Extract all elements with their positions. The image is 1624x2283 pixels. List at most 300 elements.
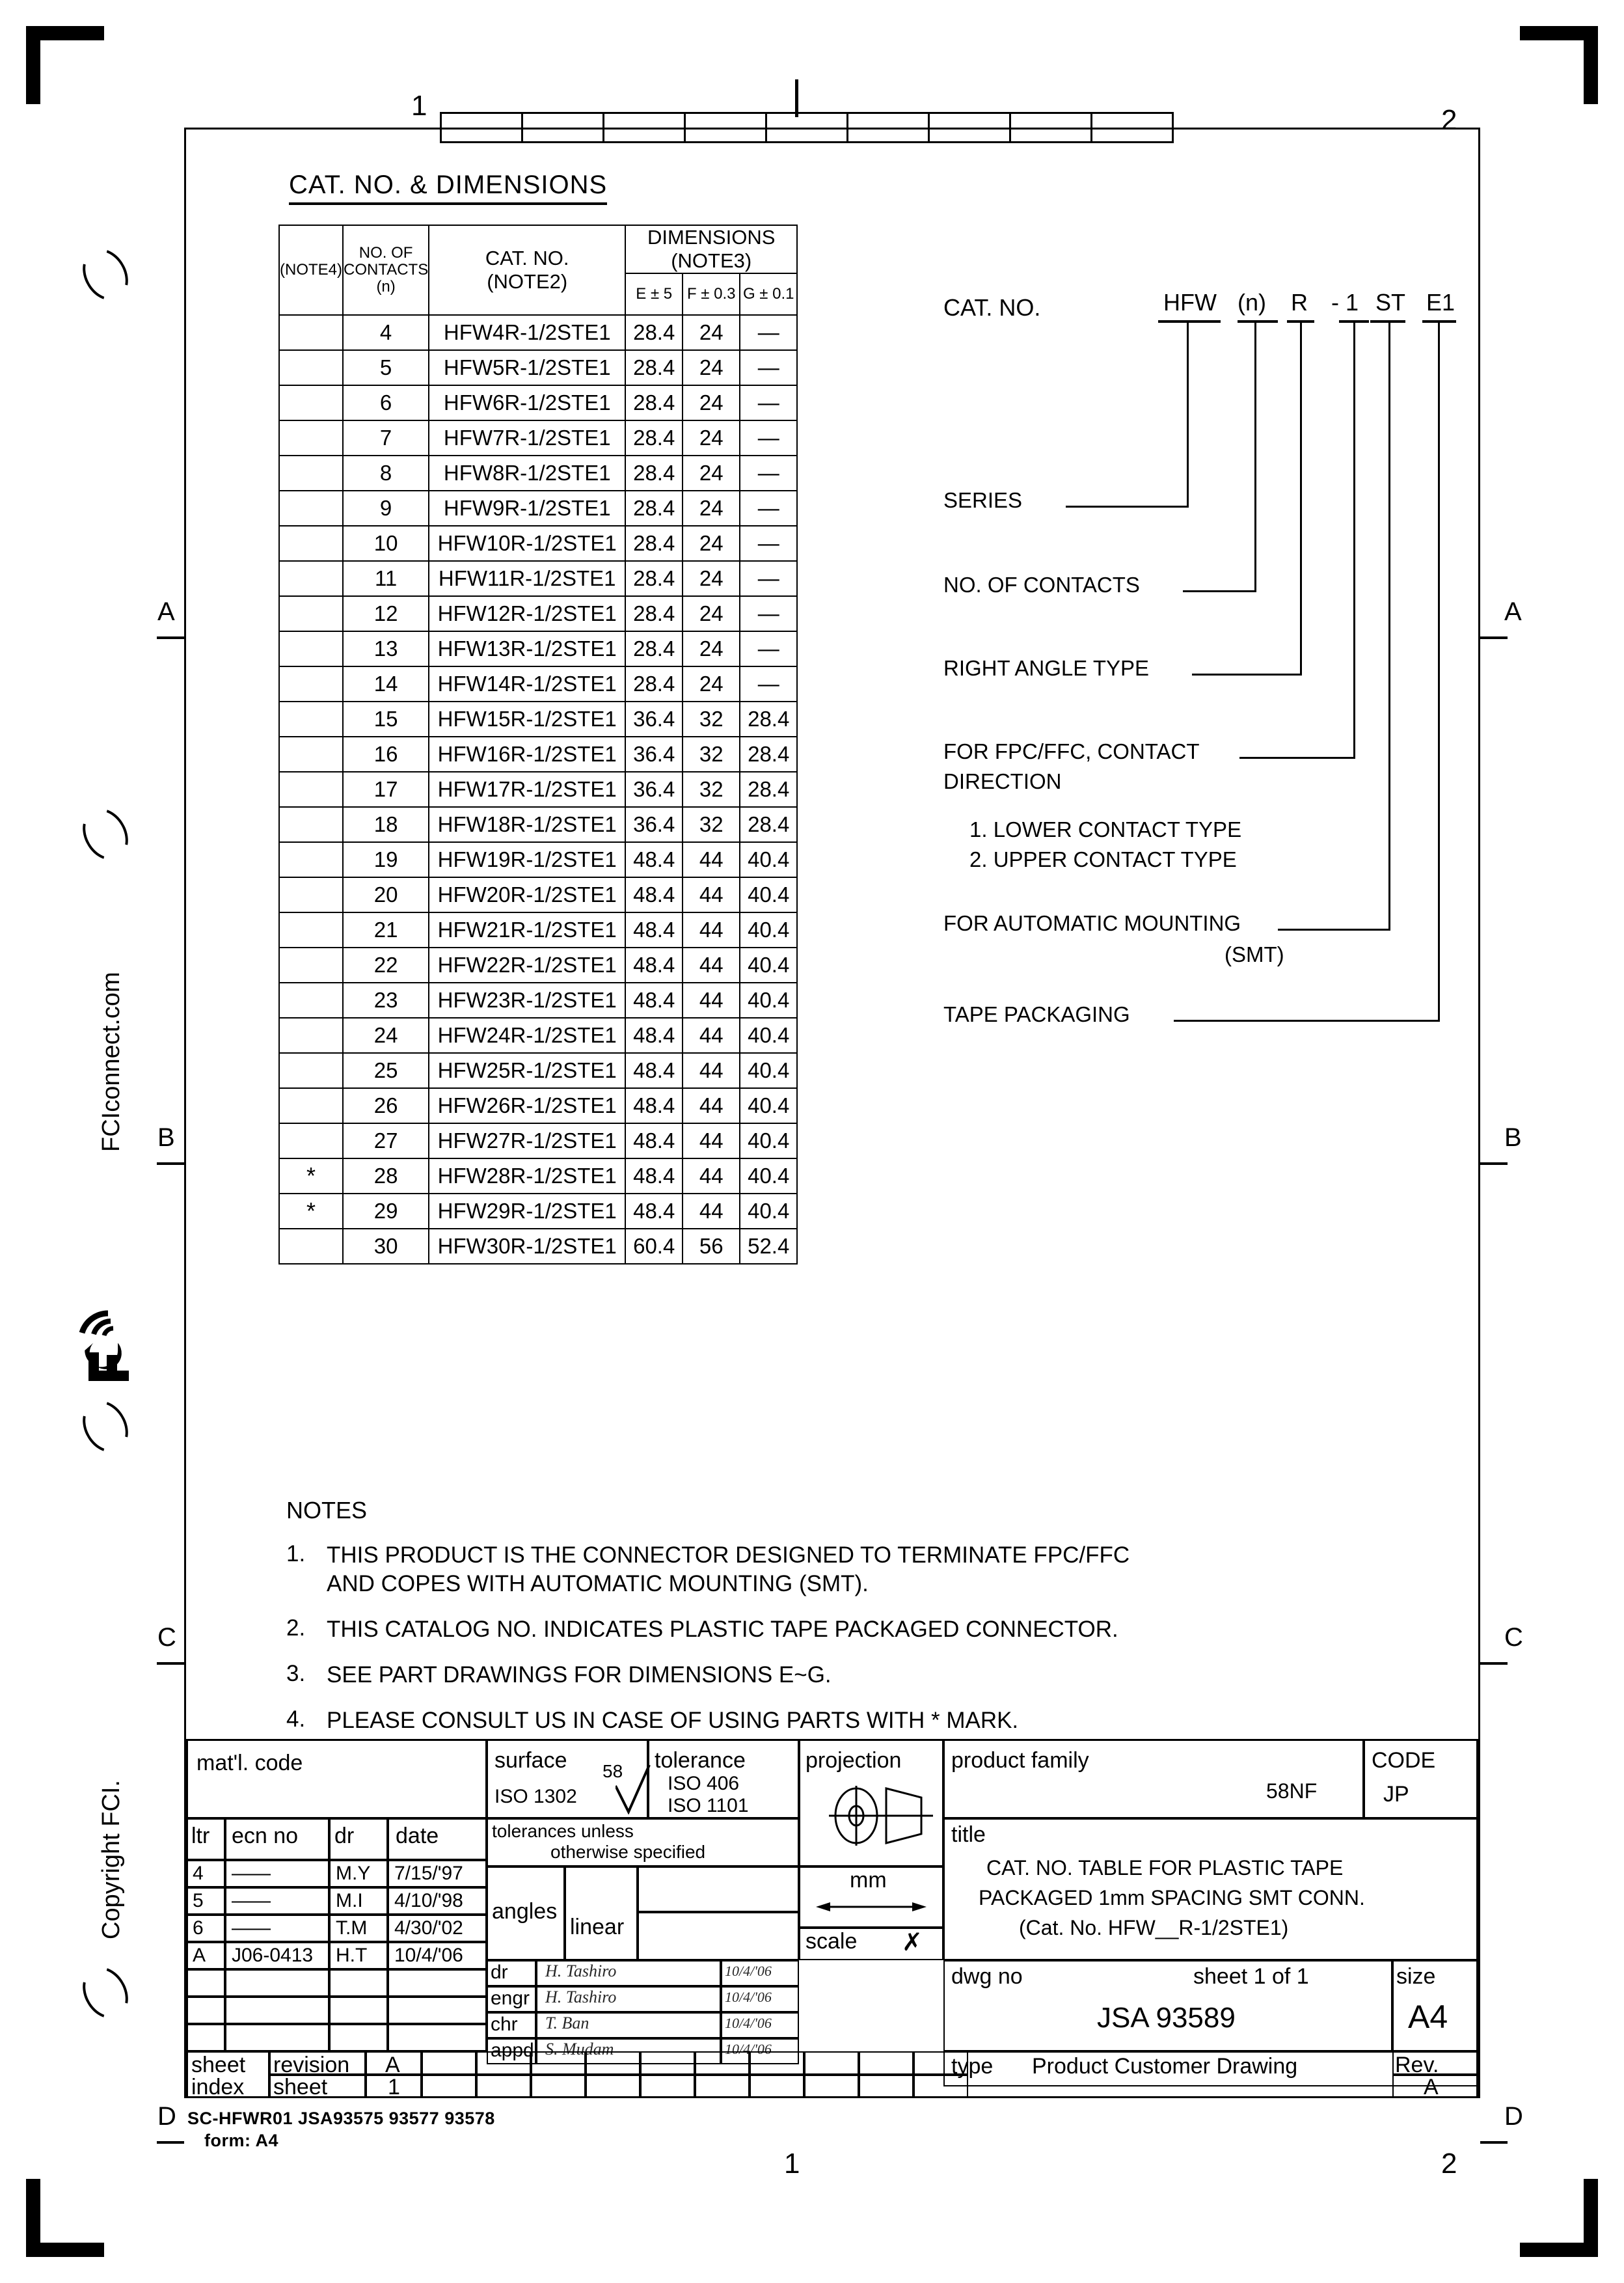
dim-f-cell: 24 [683, 315, 740, 350]
zone-label-right-b: B [1504, 1123, 1522, 1152]
dim-e-cell: 36.4 [625, 772, 683, 807]
table-row [279, 1194, 797, 1229]
note-item [286, 1661, 1130, 1689]
tolerance-blank-2 [638, 1912, 799, 1960]
tolerances-unless-text: tolerances unless [492, 1821, 634, 1841]
note-number: 2. [286, 1615, 306, 1641]
dim-e-cell: 48.4 [625, 1158, 683, 1194]
table-row [279, 983, 797, 1018]
cat-no-cell: HFW15R-1/2STE1 [429, 702, 625, 737]
dim-g-cell: 40.4 [740, 1158, 797, 1194]
table-row [279, 948, 797, 983]
pn-segment-st: ST [1375, 289, 1406, 316]
note-cell [279, 561, 343, 596]
cat-no-cell: HFW30R-1/2STE1 [429, 1229, 625, 1264]
contacts-cell: 17 [343, 772, 429, 807]
rev-date: 10/4/'06 [394, 1945, 463, 1966]
sheet-index-blank-cell [422, 2075, 476, 2098]
approval-date: 10/4/'06 [725, 1963, 772, 1979]
table-row [279, 350, 797, 385]
dim-f-cell: 32 [683, 807, 740, 842]
dim-e-cell: 28.4 [625, 631, 683, 666]
dim-g-cell: — [740, 456, 797, 491]
table-row [279, 1018, 797, 1053]
cat-no-cell: HFW13R-1/2STE1 [429, 631, 625, 666]
dim-e-cell: 48.4 [625, 1053, 683, 1088]
zone-tick-right-d [1480, 2141, 1508, 2144]
dim-e-cell: 36.4 [625, 737, 683, 772]
approval-date: 10/4/'06 [725, 2041, 772, 2057]
note-text: PLEASE CONSULT US IN CASE OF USING PARTS WITH * MARK. [327, 1708, 1019, 1733]
dim-g-cell: — [740, 596, 797, 631]
table-row [279, 456, 797, 491]
tolerance-std-2: ISO 1101 [668, 1795, 749, 1816]
note-cell [279, 1088, 343, 1123]
dim-e-cell: 28.4 [625, 420, 683, 456]
rev-header-ltr: ltr [191, 1824, 210, 1848]
cat-no-cell: HFW9R-1/2STE1 [429, 491, 625, 526]
footer-line-1: SC-HFWR01 JSA93575 93577 93578 [187, 2109, 495, 2128]
dim-g-cell: — [740, 666, 797, 702]
dim-g-cell: — [740, 385, 797, 420]
zone-tick-left-c [157, 1662, 184, 1665]
note-cell [279, 526, 343, 561]
cat-no-cell: HFW7R-1/2STE1 [429, 420, 625, 456]
sheet-index-blank-cell [859, 2051, 914, 2075]
otherwise-specified-text: otherwise specified [550, 1842, 706, 1862]
table-row [279, 912, 797, 948]
fci-website-text: FCIconnect.com [98, 972, 125, 1152]
note-cell [279, 877, 343, 912]
note-cell: * [279, 1194, 343, 1229]
dim-f-cell: 44 [683, 1053, 740, 1088]
dim-f-cell: 24 [683, 420, 740, 456]
dim-e-cell: 28.4 [625, 456, 683, 491]
rev-ecn-no: —— [232, 1917, 271, 1939]
dim-g-cell: 40.4 [740, 1194, 797, 1229]
cat-no-cell: HFW10R-1/2STE1 [429, 526, 625, 561]
title-line-2: PACKAGED 1mm SPACING SMT CONN. [979, 1886, 1365, 1909]
units-label: mm [850, 1868, 887, 1893]
rev-dr: T.M [336, 1917, 368, 1939]
sheet-index-blank-cell [531, 2075, 586, 2098]
table-row [279, 1158, 797, 1194]
contacts-cell: 27 [343, 1123, 429, 1158]
dim-f-cell: 56 [683, 1229, 740, 1264]
dim-f-cell: 24 [683, 561, 740, 596]
title-line-3: (Cat. No. HFW__R-1/2STE1) [1019, 1916, 1289, 1939]
note-text: THIS CATALOG NO. INDICATES PLASTIC TAPE PACKAGED CONNECTOR. [327, 1617, 1118, 1642]
dim-e-cell: 48.4 [625, 1018, 683, 1053]
contacts-cell: 19 [343, 842, 429, 877]
note-cell [279, 385, 343, 420]
contacts-cell: 23 [343, 983, 429, 1018]
registration-mark-bottom-left [26, 2179, 104, 2257]
catalog-table-heading [289, 171, 607, 200]
pn-segment-1: - 1 [1331, 289, 1359, 316]
sheet-index-blank-cell [914, 2051, 968, 2075]
cat-no-cell: HFW20R-1/2STE1 [429, 877, 625, 912]
column-number-top-2: 2 [1441, 104, 1457, 136]
zone-tick-right-c [1480, 1662, 1508, 1665]
linear-label: linear [570, 1915, 625, 1939]
note-cell [279, 737, 343, 772]
rev-header-date: date [396, 1824, 439, 1848]
table-row [279, 666, 797, 702]
cat-no-cell: HFW14R-1/2STE1 [429, 666, 625, 702]
sheet-index-blank-cell [914, 2075, 968, 2098]
note-cell [279, 1229, 343, 1264]
rev-date-cell [388, 1997, 487, 2024]
rev-header-dr: dr [334, 1824, 355, 1848]
rev-date-cell [388, 1969, 487, 1997]
dim-e-cell: 36.4 [625, 807, 683, 842]
zone-label-right-d: D [1504, 2102, 1523, 2131]
dim-e-cell: 28.4 [625, 596, 683, 631]
rev-date: 4/10/'98 [394, 1890, 463, 1911]
matl-code-label: mat'l. code [196, 1751, 303, 1775]
dim-e-cell: 28.4 [625, 491, 683, 526]
cat-no-cell: HFW29R-1/2STE1 [429, 1194, 625, 1229]
surface-standard: ISO 1302 [494, 1786, 577, 1807]
notes-section [286, 1497, 1130, 1735]
approval-date: 10/4/'06 [725, 1989, 772, 2005]
dim-g-cell: 40.4 [740, 1053, 797, 1088]
contacts-cell: 13 [343, 631, 429, 666]
contacts-cell: 26 [343, 1088, 429, 1123]
dim-f-cell: 44 [683, 1088, 740, 1123]
note-number: 3. [286, 1661, 306, 1686]
dim-g-cell: 28.4 [740, 702, 797, 737]
rev-date: 4/30/'02 [394, 1917, 463, 1939]
rev-dr-cell [329, 1997, 388, 2024]
tolerance-blank-1 [638, 1866, 799, 1912]
note-cell [279, 456, 343, 491]
registration-mark-bottom-right [1520, 2179, 1598, 2257]
cat-no-cell: HFW26R-1/2STE1 [429, 1088, 625, 1123]
sheet-index-blank-cell [586, 2051, 640, 2075]
dim-f-cell: 32 [683, 772, 740, 807]
sheet-index-value-2: 1 [388, 2075, 400, 2099]
dim-e-cell: 48.4 [625, 948, 683, 983]
cat-no-cell: HFW6R-1/2STE1 [429, 385, 625, 420]
sheet-index-blank-cell [640, 2075, 695, 2098]
sheet-index-row-label-1: revision [273, 2053, 350, 2077]
pn-callout-contact-direction-line1: FOR FPC/FFC, CONTACT [943, 739, 1200, 763]
note-cell [279, 350, 343, 385]
sheet-index-value-1: A [385, 2053, 400, 2077]
zone-label-left-b: B [157, 1123, 175, 1152]
contacts-cell: 8 [343, 456, 429, 491]
dwg-no-value: JSA 93589 [1097, 2002, 1236, 2034]
dim-f-cell: 44 [683, 877, 740, 912]
cat-no-cell: HFW17R-1/2STE1 [429, 772, 625, 807]
table-row [279, 561, 797, 596]
dim-g-cell: 28.4 [740, 737, 797, 772]
note-cell [279, 948, 343, 983]
filing-hole [74, 800, 137, 869]
rev-ltr-cell [186, 1860, 225, 1887]
footer-line-2: form: A4 [204, 2131, 279, 2150]
dim-g-cell: 52.4 [740, 1229, 797, 1264]
dim-e-cell: 48.4 [625, 983, 683, 1018]
cat-no-cell: HFW4R-1/2STE1 [429, 315, 625, 350]
sheet-index-blank-cell [695, 2051, 750, 2075]
catalog-number-table [278, 225, 798, 1265]
sheet-index-blank-cell [859, 2075, 914, 2098]
rev-value: A [1424, 2075, 1439, 2099]
pn-callout-series: SERIES [943, 488, 1023, 512]
pn-callout-upper-contact: 2. UPPER CONTACT TYPE [969, 847, 1237, 871]
approval-role: appd [491, 2040, 534, 2061]
note-item [286, 1541, 1130, 1598]
table-row [279, 1229, 797, 1264]
sheet-index-blank-cell [804, 2051, 859, 2075]
dimension-arrow-icon [816, 1899, 927, 1915]
cat-no-cell: HFW25R-1/2STE1 [429, 1053, 625, 1088]
contacts-cell: 25 [343, 1053, 429, 1088]
rev-date: 7/15/'97 [394, 1863, 463, 1884]
dim-f-cell: 44 [683, 1158, 740, 1194]
dim-g-cell: — [740, 350, 797, 385]
rev-date-cell [388, 2024, 487, 2051]
pn-segment-n: (n) [1238, 289, 1266, 316]
dim-e-cell: 28.4 [625, 666, 683, 702]
dwg-no-label: dwg no [951, 1964, 1023, 1989]
zone-tick-left-a [157, 636, 184, 639]
size-value: A4 [1408, 1999, 1448, 2035]
contacts-cell: 24 [343, 1018, 429, 1053]
note-cell [279, 842, 343, 877]
cat-no-cell: HFW22R-1/2STE1 [429, 948, 625, 983]
sheet-index-blank-cell [531, 2051, 586, 2075]
note-cell [279, 596, 343, 631]
note-cell [279, 1053, 343, 1088]
table-row [279, 420, 797, 456]
cat-no-cell: HFW24R-1/2STE1 [429, 1018, 625, 1053]
dim-e-cell: 48.4 [625, 1123, 683, 1158]
dim-g-cell: 40.4 [740, 912, 797, 948]
linear-cell [565, 1866, 638, 1960]
catalog-table-body [279, 315, 797, 1264]
sheet-index-blank-cell [750, 2075, 804, 2098]
product-family-value: 58NF [1266, 1779, 1318, 1803]
pn-segment-r: R [1291, 289, 1308, 316]
header-note4: (NOTE4) [279, 225, 343, 315]
contacts-cell: 10 [343, 526, 429, 561]
dim-g-cell: — [740, 420, 797, 456]
rev-ecn-no: —— [232, 1890, 271, 1911]
header-contacts-line2: CONTACTS [344, 261, 429, 279]
table-row [279, 596, 797, 631]
note-cell [279, 807, 343, 842]
surface-value: 58 [602, 1761, 623, 1781]
zone-tick-left-d [157, 2141, 184, 2144]
sheet-index-blank-cell [695, 2075, 750, 2098]
note-cell [279, 702, 343, 737]
code-label: CODE [1372, 1748, 1436, 1773]
contacts-cell: 20 [343, 877, 429, 912]
rev-dr: M.Y [336, 1863, 371, 1884]
rev-ltr: A [193, 1945, 206, 1966]
dim-g-cell: — [740, 631, 797, 666]
code-value: JP [1383, 1782, 1409, 1807]
note-cell [279, 631, 343, 666]
dim-f-cell: 24 [683, 631, 740, 666]
catalog-table-head [279, 225, 797, 315]
dim-g-cell: — [740, 561, 797, 596]
zone-label-left-d: D [157, 2102, 176, 2131]
rev-ecn-no: —— [232, 1863, 271, 1884]
header-dim-e: E ± 5 [625, 273, 683, 315]
dim-f-cell: 24 [683, 385, 740, 420]
rev-ecn-no-cell [225, 1997, 329, 2024]
sheet-of-label: sheet 1 of 1 [1193, 1964, 1309, 1989]
contacts-cell: 21 [343, 912, 429, 948]
cat-no-cell: HFW28R-1/2STE1 [429, 1158, 625, 1194]
note-cell [279, 983, 343, 1018]
type-value: Product Customer Drawing [1032, 2054, 1298, 2079]
contacts-cell: 11 [343, 561, 429, 596]
approval-role: engr [491, 1988, 530, 2009]
dim-e-cell: 48.4 [625, 1088, 683, 1123]
dim-f-cell: 44 [683, 983, 740, 1018]
cat-no-cell: HFW18R-1/2STE1 [429, 807, 625, 842]
cat-no-cell: HFW8R-1/2STE1 [429, 456, 625, 491]
contacts-cell: 15 [343, 702, 429, 737]
rev-ecn-no-cell [225, 1969, 329, 1997]
rev-dr-cell [329, 1969, 388, 1997]
size-label: size [1396, 1964, 1436, 1989]
rev-ltr-cell [186, 1887, 225, 1915]
sheet-index-blank-cell [804, 2075, 859, 2098]
scale-value: ✗ [902, 1929, 923, 1956]
approval-signature: S. Mudam [545, 2040, 614, 2058]
rev-header-ecn: ecn no [232, 1824, 299, 1848]
rev-ecn-no: J06-0413 [232, 1945, 314, 1966]
table-row [279, 385, 797, 420]
note-text: SEE PART DRAWINGS FOR DIMENSIONS E~G. [327, 1662, 832, 1688]
catalog-table-heading-text: CAT. NO. & DIMENSIONS [289, 171, 607, 205]
copyright-text: Copyright FCI. [98, 1780, 125, 1939]
dim-g-cell: 28.4 [740, 807, 797, 842]
sheet-index-row-label-2: sheet [273, 2075, 328, 2099]
dim-g-cell: 28.4 [740, 772, 797, 807]
zone-tick-right-b [1480, 1162, 1508, 1165]
contacts-cell: 14 [343, 666, 429, 702]
filing-hole [74, 1393, 137, 1461]
contacts-cell: 22 [343, 948, 429, 983]
note-cell [279, 491, 343, 526]
filing-hole [74, 1959, 137, 2027]
table-row [279, 877, 797, 912]
dim-f-cell: 24 [683, 491, 740, 526]
title-block [186, 1739, 1478, 2098]
type-label: type [951, 2054, 994, 2079]
scale-label: scale [805, 1929, 858, 1954]
contacts-cell: 16 [343, 737, 429, 772]
sheet-index-blank-cell [750, 2051, 804, 2075]
dim-e-cell: 36.4 [625, 702, 683, 737]
note-cell [279, 912, 343, 948]
table-header-row-1 [279, 225, 797, 273]
angles-label: angles [492, 1899, 558, 1924]
contacts-cell: 6 [343, 385, 429, 420]
dim-g-cell: — [740, 315, 797, 350]
title-label: title [951, 1822, 986, 1847]
cat-no-cell: HFW21R-1/2STE1 [429, 912, 625, 948]
dim-f-cell: 44 [683, 912, 740, 948]
pn-title: CAT. NO. [943, 294, 1041, 321]
header-dim-f: F ± 0.3 [683, 273, 740, 315]
table-row [279, 1053, 797, 1088]
pn-segment-hfw: HFW [1163, 289, 1217, 316]
cat-no-cell: HFW27R-1/2STE1 [429, 1123, 625, 1158]
rev-ltr: 6 [193, 1917, 204, 1939]
rev-dr: H.T [336, 1945, 368, 1966]
rev-label: Rev. [1395, 2053, 1439, 2077]
cat-no-cell: HFW23R-1/2STE1 [429, 983, 625, 1018]
sheet-index-blank-cell [640, 2051, 695, 2075]
table-row [279, 842, 797, 877]
dim-f-cell: 44 [683, 1194, 740, 1229]
header-cat-no-line2: (NOTE2) [487, 270, 568, 293]
rev-ecn-no-cell [225, 2024, 329, 2051]
dim-e-cell: 28.4 [625, 385, 683, 420]
rev-ltr-cell [186, 1915, 225, 1942]
cat-no-cell: HFW19R-1/2STE1 [429, 842, 625, 877]
sheet-index-blank-cell [476, 2075, 531, 2098]
product-family-label: product family [951, 1748, 1089, 1773]
pn-callout-lower-contact: 1. LOWER CONTACT TYPE [969, 817, 1242, 841]
table-row [279, 491, 797, 526]
rev-ltr-cell [186, 1969, 225, 1997]
sheet-index-label-1: sheet [191, 2053, 246, 2077]
projection-label: projection [805, 1748, 902, 1773]
dim-e-cell: 28.4 [625, 315, 683, 350]
first-angle-projection-icon [824, 1779, 934, 1852]
zone-label-left-a: A [157, 597, 175, 626]
contacts-cell: 28 [343, 1158, 429, 1194]
contacts-cell: 4 [343, 315, 429, 350]
contacts-cell: 5 [343, 350, 429, 385]
note-text: THIS PRODUCT IS THE CONNECTOR DESIGNED TO TERMINATE FPC/FFC AND COPES WITH AUTOMATIC MOUNTING (SMT). [327, 1542, 1130, 1596]
column-number-bottom-1: 1 [784, 2148, 800, 2180]
rev-dr: M.I [336, 1890, 363, 1911]
dim-e-cell: 48.4 [625, 877, 683, 912]
dim-e-cell: 28.4 [625, 561, 683, 596]
table-row [279, 526, 797, 561]
contacts-cell: 29 [343, 1194, 429, 1229]
rev-ltr-cell [186, 1997, 225, 2024]
approval-role: dr [491, 1962, 508, 1983]
dim-g-cell: 40.4 [740, 948, 797, 983]
rev-dr-cell [329, 2024, 388, 2051]
sheet-index-blank-cell [476, 2051, 531, 2075]
dim-f-cell: 44 [683, 948, 740, 983]
approval-signature: H. Tashiro [545, 1962, 617, 1980]
zone-tick-left-b [157, 1162, 184, 1165]
zone-label-left-c: C [157, 1623, 176, 1652]
zone-label-right-c: C [1504, 1623, 1523, 1652]
note-number: 4. [286, 1706, 306, 1732]
rev-ltr-cell [186, 2024, 225, 2051]
header-contacts [343, 225, 429, 315]
dim-g-cell: 40.4 [740, 983, 797, 1018]
pn-callout-tape-packaging: TAPE PACKAGING [943, 1002, 1130, 1026]
fci-logo [62, 1308, 141, 1386]
pn-segment-e1: E1 [1426, 289, 1455, 316]
